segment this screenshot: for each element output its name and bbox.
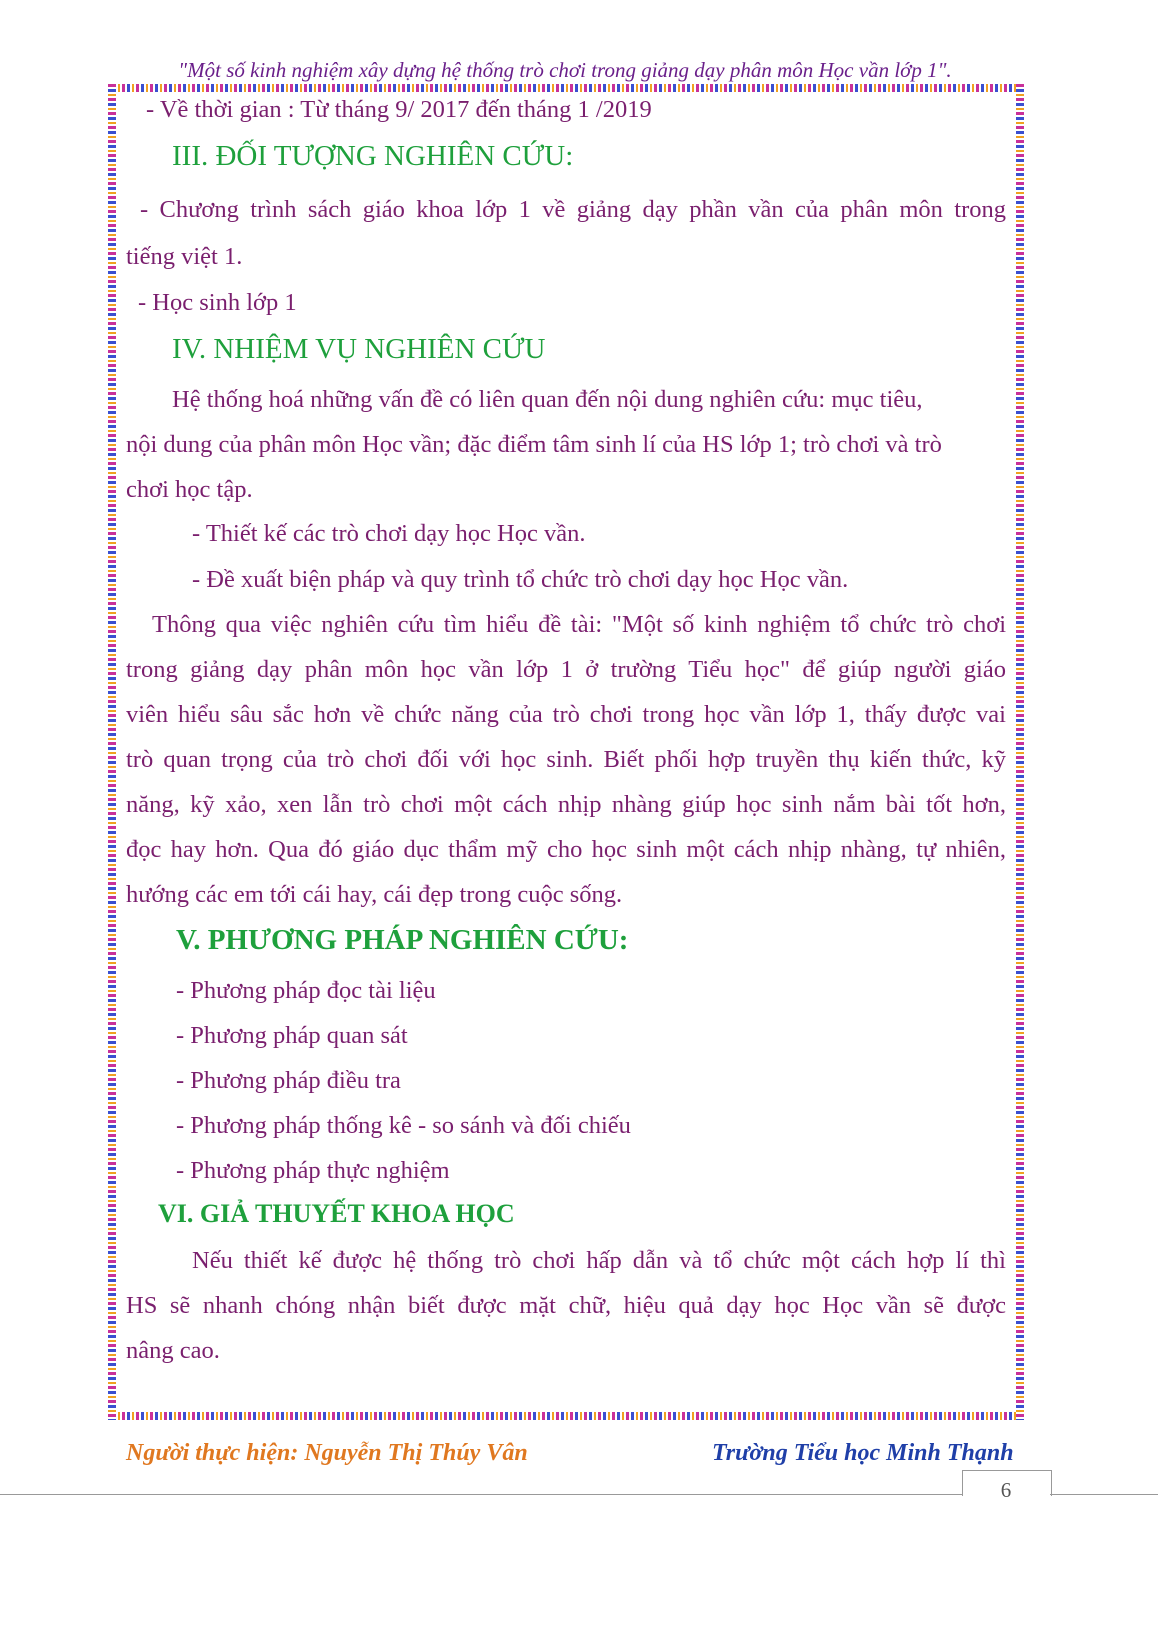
border-left [108, 84, 116, 1420]
section-3-item-1-line-2: tiếng việt 1. [126, 243, 243, 270]
footer-rule-left [0, 1494, 963, 1495]
section-4-para-1-line-1: Hệ thống hoá những vấn đề có liên quan đến nội dung nghiên cứu: mục tiêu, [172, 386, 923, 413]
section-4-para-2-line-5: năng, kỹ xảo, xen lẫn trò chơi một cách nhịp nhàng giúp học sinh nắm bài tốt hơn, [126, 791, 1006, 818]
time-range-line: - Về thời gian : Từ tháng 9/ 2017 đến tháng 1 /2019 [146, 96, 652, 123]
method-item-4: - Phương pháp thống kê - so sánh và đối chiếu [176, 1112, 631, 1139]
section-6-para-line-3: nâng cao. [126, 1337, 220, 1364]
section-4-para-2-line-6: đọc hay hơn. Qua đó giáo dục thẩm mỹ cho học sinh một cách nhịp nhàng, tự nhiên, [126, 836, 1006, 863]
section-3-item-2: - Học sinh lớp 1 [138, 289, 297, 316]
section-4-para-2-line-1: Thông qua việc nghiên cứu tìm hiểu đề tài: "Một số kinh nghiệm tổ chức trò chơi [152, 611, 1006, 638]
footer-school: Trường Tiểu học Minh Thạnh [712, 1440, 1014, 1466]
document-header-title: "Một số kinh nghiệm xây dựng hệ thống trò chơi trong giảng dạy phân môn Học vần lớp 1". [178, 58, 952, 82]
section-3-heading: III. ĐỐI TƯỢNG NGHIÊN CỨU: [172, 140, 574, 172]
section-4-para-2-line-3: viên hiểu sâu sắc hơn về chức năng của trò chơi trong học vần lớp 1, thấy được vai [126, 701, 1006, 728]
section-4-para-2-line-2: trong giảng dạy phân môn học vần lớp 1 ở trường Tiểu học" để giúp người giáo [126, 656, 1006, 683]
page-number: 6 [1000, 1478, 1012, 1502]
section-4-para-2-line-7: hướng các em tới cái hay, cái đẹp trong cuộc sống. [126, 881, 623, 908]
method-item-3: - Phương pháp điều tra [176, 1067, 401, 1094]
method-item-5: - Phương pháp thực nghiệm [176, 1157, 450, 1184]
footer-rule-right [1050, 1494, 1158, 1495]
border-top [108, 84, 1024, 92]
method-item-1: - Phương pháp đọc tài liệu [176, 977, 436, 1004]
section-6-para-line-1: Nếu thiết kế được hệ thống trò chơi hấp dẫn và tổ chức một cách hợp lí thì [192, 1247, 1006, 1274]
border-right [1016, 84, 1024, 1420]
section-6-para-line-2: HS sẽ nhanh chóng nhận biết được mặt chữ, hiệu quả dạy học Học vần sẽ được [126, 1292, 1006, 1319]
section-3-item-1-line-1: - Chương trình sách giáo khoa lớp 1 về giảng dạy phần vần của phân môn trong [140, 196, 1006, 223]
section-4-bullet-1: - Thiết kế các trò chơi dạy học Học vần. [192, 520, 586, 547]
section-4-para-1-line-2: nội dung của phân môn Học vần; đặc điểm tâm sinh lí của HS lớp 1; trò chơi và trò [126, 431, 942, 458]
section-4-para-1-line-3: chơi học tập. [126, 476, 253, 503]
section-5-heading: V. PHƯƠNG PHÁP NGHIÊN CỨU: [176, 924, 629, 956]
border-bottom [108, 1412, 1024, 1420]
section-4-para-2-line-4: trò quan trọng của trò chơi đối với học sinh. Biết phối hợp truyền thụ kiến thức, kỹ [126, 746, 1006, 773]
section-4-heading: IV. NHIỆM VỤ NGHIÊN CỨU [172, 333, 546, 365]
section-6-heading: VI. GIẢ THUYẾT KHOA HỌC [158, 1199, 515, 1228]
method-item-2: - Phương pháp quan sát [176, 1022, 408, 1049]
footer-author: Người thực hiện: Nguyễn Thị Thúy Vân [126, 1440, 528, 1466]
section-4-bullet-2: - Đề xuất biện pháp và quy trình tổ chức trò chơi dạy học Học vần. [192, 566, 849, 593]
